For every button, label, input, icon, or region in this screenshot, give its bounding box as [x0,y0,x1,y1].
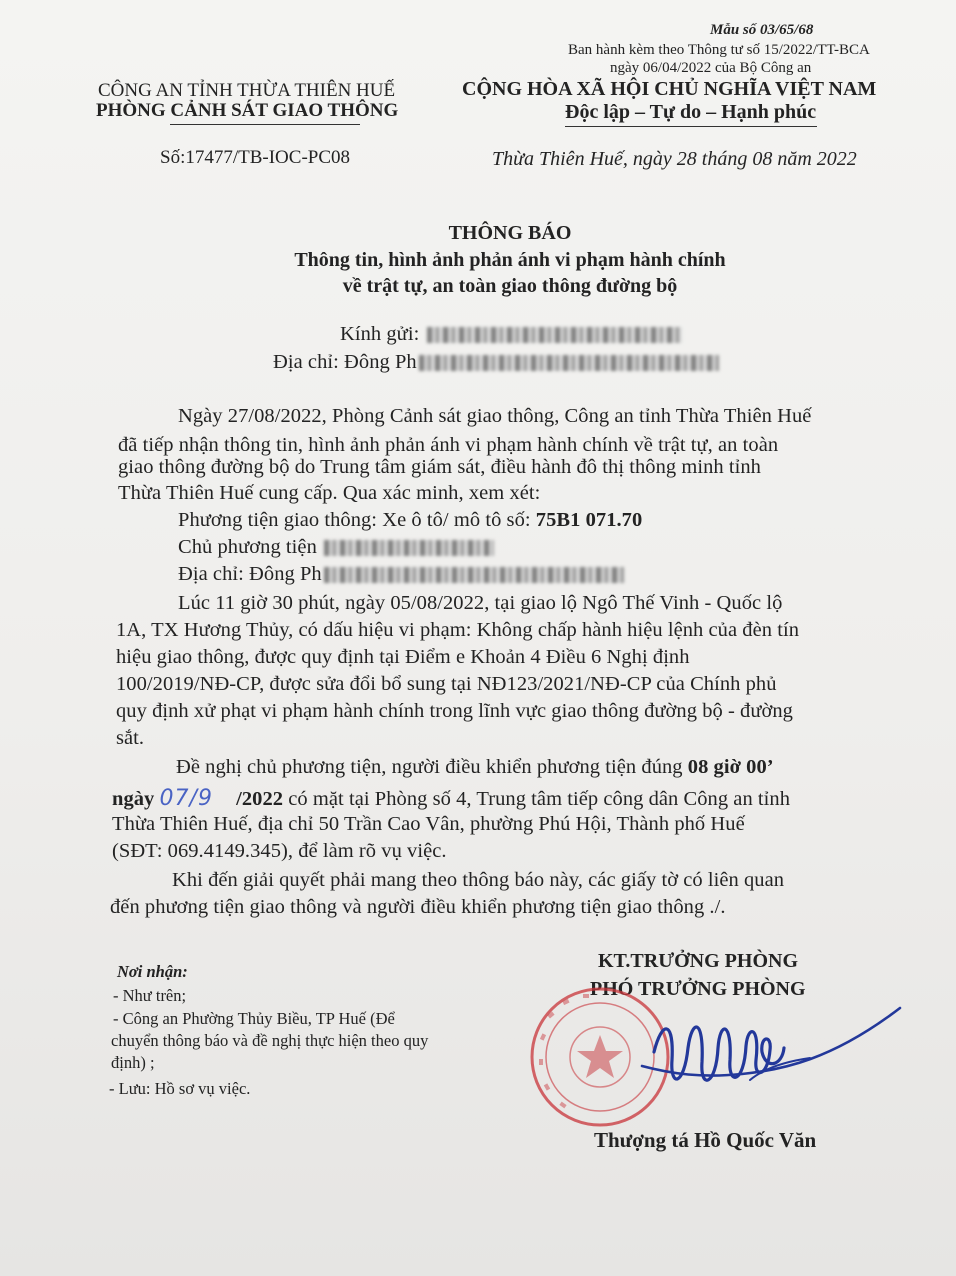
signer-name: Thượng tá Hồ Quốc Văn [594,1128,817,1152]
agency-underline [170,124,360,125]
body-p2-line6: sắt. [116,727,145,749]
appointment-time: 08 giờ 00’ [687,756,774,778]
appointment-day-label: ngày [112,788,155,810]
redacted-owner-address [324,567,624,583]
body-p2-line4: 100/2019/NĐ-CP, được sửa đổi bổ sung tại NĐ123/2021/NĐ-CP của Chính phủ [116,673,777,695]
appointment-year: /2022 [236,788,284,810]
recipient-item-1: - Như trên; [113,986,187,1005]
form-number: Mẫu số 03/65/68 [710,22,814,38]
document-title: THÔNG BÁO [448,222,572,244]
redacted-address [419,355,719,371]
document-subtitle-1: Thông tin, hình ảnh phản ánh vi phạm hành chính [294,249,726,271]
owner-line [178,536,494,559]
appointment-handwritten-date: 07/9 [159,786,213,811]
addressee-address [273,351,719,374]
form-issued-line-2: ngày 06/04/2022 của Bộ Công an [610,60,812,76]
document-subtitle-2: về trật tự, an toàn giao thông đường bộ [342,275,678,297]
body-p3-line4: (SĐT: 069.4149.345), để làm rõ vụ việc. [112,840,447,862]
nation-name: CỘNG HÒA XÃ HỘI CHỦ NGHĨA VIỆT NAM [462,78,877,100]
redacted-owner [324,540,494,556]
body-p1-line1: Ngày 27/08/2022, Phòng Cảnh sát giao thông, Công an tỉnh Thừa Thiên Huế [178,405,812,427]
handwritten-signature [632,1000,912,1100]
appointment-location: có mặt tại Phòng số 4, Trung tâm tiếp công dân Công an tỉnh [283,788,791,810]
agency-name: PHÒNG CẢNH SÁT GIAO THÔNG [96,100,399,121]
body-p1-line4: Thừa Thiên Huế cung cấp. Qua xác minh, xem xét: [118,482,541,504]
motto-underline [565,126,817,127]
body-p2-line3: hiệu giao thông, được quy định tại Điểm e Khoản 4 Điều 6 Nghị định [116,646,690,668]
vehicle-line [178,509,642,532]
license-plate: 75B1 071.70 [535,509,643,531]
form-issued-line-1: Ban hành kèm theo Thông tư số 15/2022/TT-BCA [568,42,870,58]
body-p3-line2 [112,786,790,811]
agency-parent: CÔNG AN TỈNH THỪA THIÊN HUẾ [98,80,396,101]
redacted-name [427,327,682,343]
nation-motto: Độc lập – Tự do – Hạnh phúc [565,101,817,123]
body-p1-line2: đã tiếp nhận thông tin, hình ảnh phản ánh vi phạm hành chính về trật tự, an toàn [118,434,779,456]
addressee-to [340,323,682,346]
recipient-item-2-line1: - Công an Phường Thủy Biều, TP Huế (Để [113,1009,395,1028]
recipient-item-2-line3: định) ; [111,1053,155,1072]
vehicle-label: Phương tiện giao thông: Xe ô tô/ mô tô số: [178,509,536,531]
body-p3-line1 [176,756,774,779]
recipient-item-3: - Lưu: Hồ sơ vụ việc. [109,1079,251,1098]
signature-title-2: PHÓ TRƯỞNG PHÒNG [590,978,806,1000]
signature-title-1: KT.TRƯỞNG PHÒNG [598,950,798,972]
body-p2-line5: quy định xử phạt vi phạm hành chính trong lĩnh vực giao thông đường bộ - đường [116,700,793,722]
place-date: Thừa Thiên Huế, ngày 28 tháng 08 năm 2022 [492,148,857,170]
recipient-item-2-line2: chuyển thông báo và đề nghị thực hiện theo quy [111,1031,429,1050]
body-p2-line1: Lúc 11 giờ 30 phút, ngày 05/08/2022, tại giao lộ Ngô Thế Vinh - Quốc lộ [178,592,783,614]
body-p3-line3: Thừa Thiên Huế, địa chỉ 50 Trần Cao Vân, phường Phú Hội, Thành phố Huế [112,813,745,835]
addressee-address-label: Địa chỉ: Đông Ph [273,351,417,373]
owner-address-line [178,563,624,586]
recipients-label: Nơi nhận: [117,962,188,981]
owner-label: Chủ phương tiện [178,536,317,558]
owner-address-label: Địa chỉ: Đông Ph [178,563,322,585]
addressee-to-label: Kính gửi: [340,323,420,345]
body-p2-line2: 1A, TX Hương Thủy, có dấu hiệu vi phạm: Không chấp hành hiệu lệnh của đèn tín [116,619,799,641]
body-p4-line1: Khi đến giải quyết phải mang theo thông báo này, các giấy tờ có liên quan [172,869,785,891]
body-p4-line2: đến phương tiện giao thông và người điều khiển phương tiện giao thông ./. [110,896,726,918]
document-number: Số:17477/TB-IOC-PC08 [160,147,351,168]
body-p1-line3: giao thông đường bộ do Trung tâm giám sát, điều hành đô thị thông minh tỉnh [118,456,761,478]
body-p3-text: Đề nghị chủ phương tiện, người điều khiển phương tiện đúng [176,756,688,778]
